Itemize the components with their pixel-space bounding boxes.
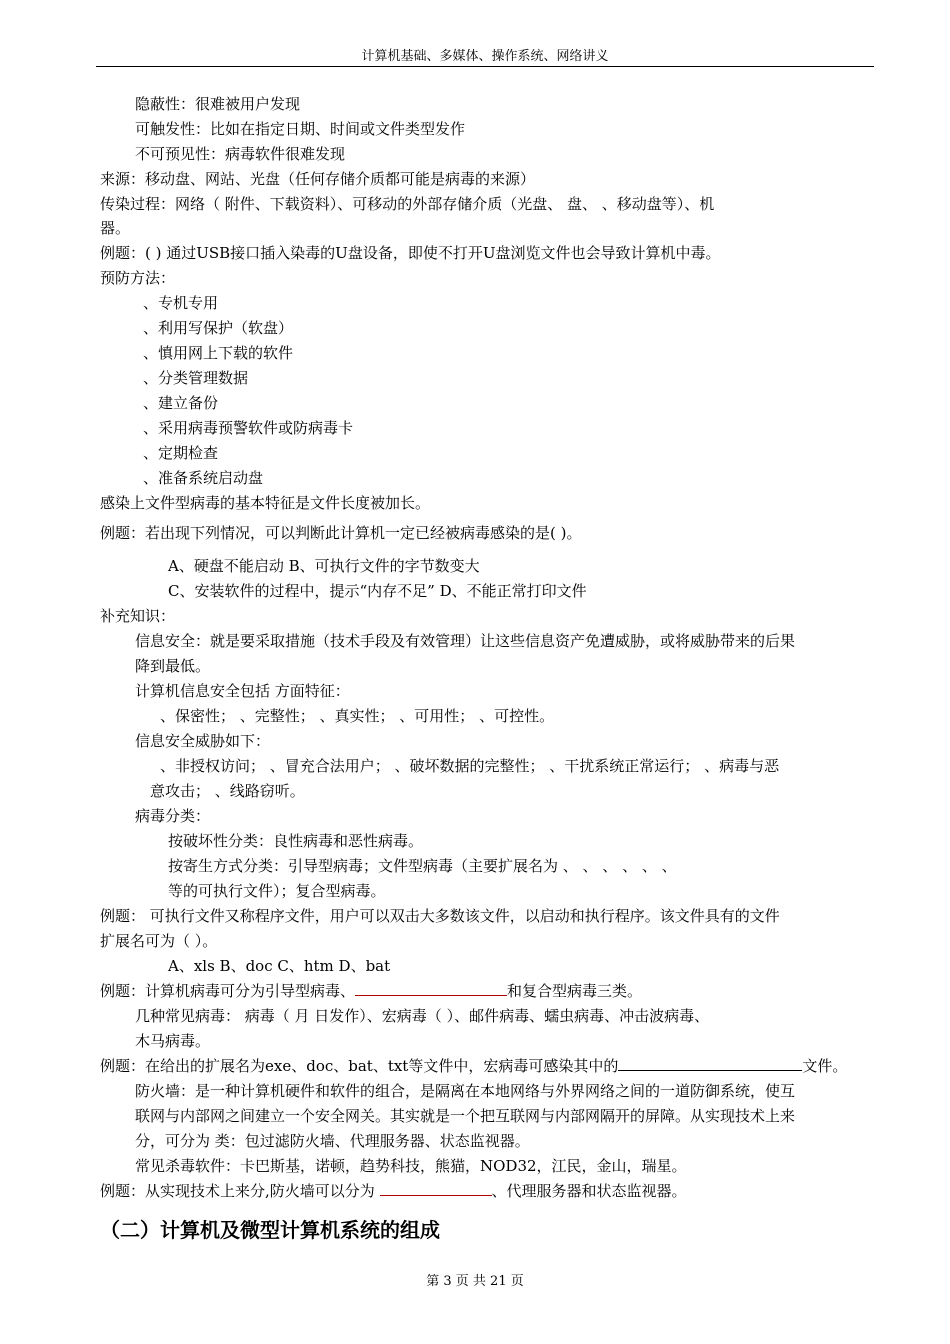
section-heading: （二）计算机及微型计算机系统的组成 [100,1218,440,1242]
text-line: 信息安全：就是要采取措施（技术手段及有效管理）让这些信息资产免遭威胁，或将威胁带来的后果 [135,632,796,650]
text-line: 等的可执行文件）；复合型病毒。 [168,882,386,900]
text-line: 几种常见病毒： 病毒（ 月 日发作）、宏病毒（ ）、邮件病毒、蠕虫病毒、冲击波病毒、 [135,1007,710,1025]
text-line: 联网与内部网之间建立一个安全网关。其实就是一个把互联网与内部网隔开的屏障。从实现技术上来 [135,1107,796,1125]
list-item: 、建立备份 [143,394,219,412]
example-text: 例题：在给出的扩展名为exe、doc、bat、txt等文件中，宏病毒可感染其中的 [100,1057,619,1075]
list-item: 、专机专用 [143,294,219,312]
page-footer: 第 3 页 共 21 页 [426,1274,524,1289]
text-line: 补充知识： [100,607,176,625]
example-line: 例题： 可执行文件又称程序文件，用户可以双击大多数该文件，以启动和执行程序。该文件具有的文件 [100,907,780,925]
text-line: 病毒分类： [135,807,211,825]
example-text: 文件。 [802,1057,848,1075]
text-line: 降到最低。 [135,657,211,675]
list-item: 、分类管理数据 [143,369,249,387]
text-line: 可触发性：比如在指定日期、时间或文件类型发作 [135,120,466,138]
text-line: 扩展名可为（ ）。 [100,932,218,950]
example-line [100,1181,687,1201]
example-text: 例题：从实现技术上来分,防火墙可以分为 [100,1182,380,1200]
text-line: 、非授权访问； 、冒充合法用户； 、破坏数据的完整性； 、干扰系统正常运行； 、病毒与恶 [160,757,780,775]
option-line: A、xls B、doc C、htm D、bat [168,957,391,975]
example-text: 和复合型病毒三类。 [507,982,643,1000]
text-line: 不可预见性：病毒软件很难发现 [135,145,346,163]
answer-blank [380,1181,492,1196]
list-item: 、准备系统启动盘 [143,469,264,487]
text-line: 防火墙：是一种计算机硬件和软件的组合，是隔离在本地网络与外界网络之间的一道防御系统，使互 [135,1082,796,1100]
example-line: 例题：若出现下列情况，可以判断此计算机一定已经被病毒感染的是( )。 [100,524,582,542]
text-line: 隐蔽性：很难被用户发现 [135,95,301,113]
text-line: 感染上文件型病毒的基本特征是文件长度被加长。 [100,494,431,512]
page-header: 计算机基础、多媒体、操作系统、网络讲义 [361,49,609,64]
list-item: 、利用写保护（软盘） [143,319,294,337]
example-text: 例题：计算机病毒可分为引导型病毒、 [100,982,356,1000]
answer-blank [618,1056,802,1071]
text-line: 按寄生方式分类：引导型病毒；文件型病毒（主要扩展名为 、 、 、 、 、 、 [168,857,677,875]
text-line: 木马病毒。 [135,1032,211,1050]
text-line: 器。 [100,219,131,237]
list-item: 、采用病毒预警软件或防病毒卡 [143,419,354,437]
text-line: 计算机信息安全包括 方面特征： [135,682,350,700]
example-line [100,981,642,1001]
text-line: 常见杀毒软件：卡巴斯基，诺顿，趋势科技，熊猫，NOD32，江民，金山，瑞星。 [135,1157,687,1175]
text-line: 来源：移动盘、网站、光盘（任何存储介质都可能是病毒的来源） [100,170,536,188]
text-line: 传染过程：网络（ 附件、下载资料）、可移动的外部存储介质（光盘、 盘、 、移动盘等）、机 [100,195,715,213]
answer-blank [355,981,507,996]
list-item: 、慎用网上下载的软件 [143,344,294,362]
text-line: 按破坏性分类：良性病毒和恶性病毒。 [168,832,424,850]
text-line: 信息安全威胁如下： [135,732,271,750]
example-text: 、代理服务器和状态监视器。 [491,1182,687,1200]
list-item: 、定期检查 [143,444,219,462]
text-line: 、保密性； 、完整性； 、真实性； 、可用性； 、可控性。 [160,707,555,725]
example-line: 例题：( ) 通过USB接口插入染毒的U盘设备，即使不打开U盘浏览文件也会导致计算机中毒。 [100,244,721,262]
text-line: 意攻击； 、线路窃听。 [150,782,305,800]
text-line: 分，可分为 类：包过滤防火墙、代理服务器、状态监视器。 [135,1132,530,1150]
text-line: 预防方法： [100,269,176,287]
option-line: A、硬盘不能启动 B、可执行文件的字节数变大 [168,557,480,575]
example-line [100,1056,847,1076]
option-line: C、安装软件的过程中，提示“内存不足” D、不能正常打印文件 [168,582,587,600]
header-rule [96,66,874,67]
